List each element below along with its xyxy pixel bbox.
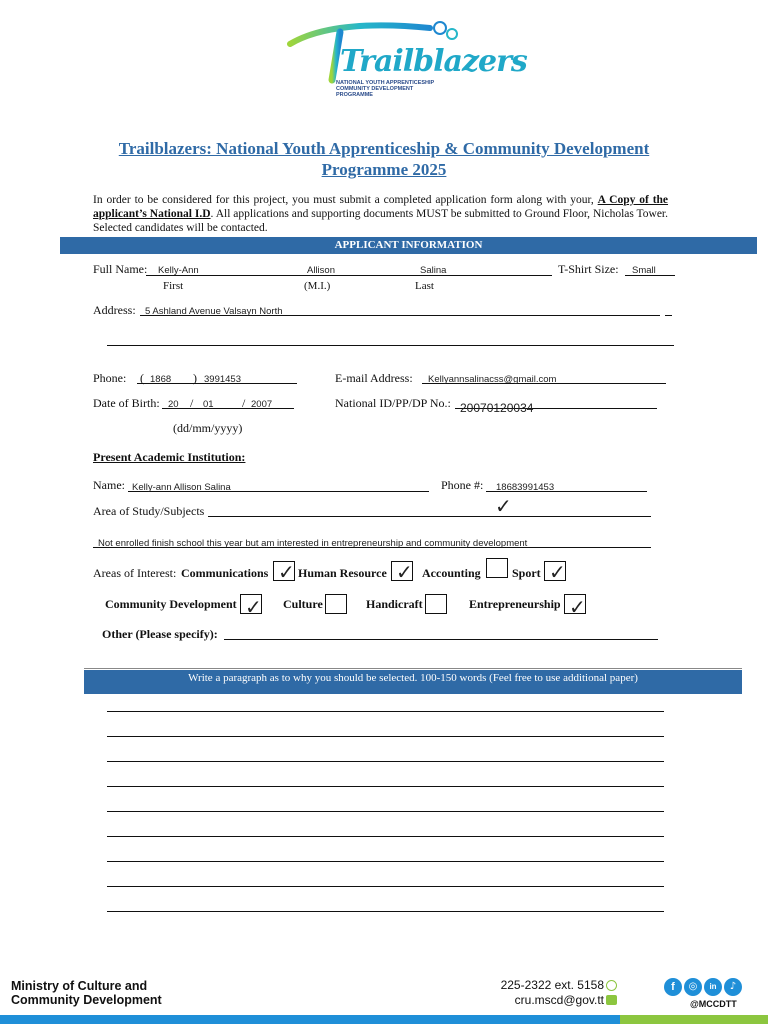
logo-tagline-line: PROGRAMME (336, 92, 373, 98)
dob-field[interactable] (162, 408, 294, 409)
interest-sport-check-icon: ✓ (549, 560, 566, 584)
footer-phone: 225-2322 ext. 5158 (500, 978, 604, 992)
interest-human-resource-check-icon: ✓ (396, 560, 413, 584)
phone-close-paren: ) (193, 371, 197, 385)
paragraph-line[interactable] (107, 911, 664, 912)
interest-communications-check-icon: ✓ (278, 560, 295, 584)
trailblazers-logo (280, 14, 527, 106)
interest-handicraft-label: Handicraft (366, 597, 423, 611)
phone-open-paren: ( (140, 371, 144, 385)
intro-emphasis: A Copy of the applicant’s National I.D (93, 194, 669, 220)
intro-text: In order to be considered for this project, you must submit a completed application form along with your, (93, 194, 594, 206)
paragraph-line[interactable] (107, 786, 664, 787)
footer-contact (496, 978, 604, 1008)
last-name-value: Salina (420, 265, 447, 276)
study-value: Not enrolled finish school this year but am interested in entrepreneurship and community development (98, 538, 528, 549)
social-handle: @MCCDTT (690, 999, 737, 1009)
academic-name-value: Kelly-ann Allison Salina (132, 482, 231, 493)
address-field-line2[interactable] (107, 345, 674, 346)
footer-bar-green (620, 1015, 768, 1024)
interest-community-development-label: Community Development (105, 597, 237, 611)
stray-check-mark-icon: ✓ (495, 494, 512, 518)
intro-text-2: . All applications and supporting documents MUST be submitted to Ground Floor, Nicholas Tower. Selected candidates will be contacted. (93, 208, 669, 234)
paragraph-line[interactable] (107, 711, 664, 712)
first-name-value: Kelly-Ann (158, 265, 199, 276)
academic-phone-value: 18683991453 (496, 482, 555, 493)
email-label: E-mail Address: (335, 371, 413, 385)
section-header-paragraph: Write a paragraph as to why you should be selected. 100-150 words (Feel free to use additional paper) (84, 670, 742, 694)
phone-label: Phone: (93, 371, 127, 385)
interest-communications-label: Communications (181, 566, 269, 580)
interest-culture-checkbox[interactable] (325, 594, 347, 614)
dob-sep-2: / (242, 396, 246, 410)
last-caption: Last (415, 280, 434, 292)
interest-community-development-check-icon: ✓ (245, 595, 262, 619)
national-id-value: 20070120034 (460, 401, 534, 415)
other-interest-label: Other (Please specify): (102, 627, 218, 641)
academic-name-label: Name: (93, 478, 125, 492)
footer-bar-blue (0, 1015, 620, 1024)
ministry-line2: Community Development (11, 993, 162, 1007)
interests-label: Areas of Interest: (93, 566, 177, 580)
paragraph-line[interactable] (107, 761, 664, 762)
dob-format-hint: (dd/mm/yyyy) (173, 421, 243, 435)
section-header-applicant: APPLICANT INFORMATION (60, 237, 757, 254)
study-field[interactable] (208, 516, 651, 517)
full-name-field[interactable] (146, 275, 552, 276)
paragraph-line[interactable] (107, 736, 664, 737)
phone-area-code: 1868 (150, 374, 172, 385)
address-label: Address: (93, 303, 136, 317)
interest-human-resource-label: Human Resource (298, 566, 387, 580)
tiktok-icon[interactable]: ♪ (724, 978, 742, 996)
address-value: 5 Ashland Avenue Valsayn North (145, 306, 283, 317)
logo-tagline (336, 80, 434, 98)
first-caption: First (163, 280, 184, 292)
ministry-line1: Ministry of Culture and (11, 979, 148, 993)
academic-heading: Present Academic Institution: (93, 450, 246, 464)
interest-accounting-checkbox[interactable] (486, 558, 508, 578)
email-icon (606, 995, 617, 1005)
logo-word: Trailblazers (340, 44, 527, 79)
academic-phone-label: Phone #: (441, 478, 484, 492)
address-field-end (665, 315, 672, 316)
other-interest-field[interactable] (224, 639, 658, 640)
paragraph-line[interactable] (107, 836, 664, 837)
dob-label: Date of Birth: (93, 396, 160, 410)
middle-initial-value: Allison (307, 265, 335, 276)
phone-number-value: 3991453 (204, 374, 241, 385)
tshirt-size-value: Small (632, 265, 656, 276)
mi-caption: (M.I.) (304, 280, 331, 292)
dob-day: 20 (168, 399, 179, 410)
full-name-label: Full Name: (93, 262, 148, 276)
whatsapp-icon (606, 980, 617, 991)
email-value: Kellyannsalinacss@gmail.com (428, 374, 557, 385)
facebook-icon[interactable]: f (664, 978, 682, 996)
linkedin-icon[interactable]: in (704, 978, 722, 996)
interest-accounting-label: Accounting (422, 566, 481, 580)
paragraph-line[interactable] (107, 861, 664, 862)
page-title-line2: Programme 2025 (321, 160, 447, 179)
interest-entrepreneurship-check-icon: ✓ (569, 595, 586, 619)
section-rule (84, 668, 742, 669)
instagram-icon[interactable]: ◎ (684, 978, 702, 996)
study-label: Area of Study/Subjects (93, 504, 205, 518)
interest-culture-label: Culture (283, 597, 323, 611)
social-icons (664, 978, 744, 998)
page-title-line1: Trailblazers: National Youth Apprenticeship & Community Development (118, 139, 650, 158)
national-id-label: National ID/PP/DP No.: (335, 396, 451, 410)
interest-sport-label: Sport (512, 566, 541, 580)
paragraph-line[interactable] (107, 811, 664, 812)
interest-handicraft-checkbox[interactable] (425, 594, 447, 614)
logo-tagline-line: COMMUNITY DEVELOPMENT (336, 86, 414, 92)
logo-tagline-line: NATIONAL YOUTH APPRENTICESHIP (336, 80, 435, 86)
page-title (60, 138, 708, 180)
footer-email: cru.mscd@gov.tt (514, 993, 604, 1007)
ministry-name (11, 979, 162, 1007)
dob-month: 01 (203, 399, 214, 410)
tshirt-size-label: T-Shirt Size: (558, 262, 619, 276)
dob-sep-1: / (190, 396, 194, 410)
paragraph-line[interactable] (107, 886, 664, 887)
interest-entrepreneurship-label: Entrepreneurship (469, 597, 561, 611)
intro-paragraph (93, 193, 668, 235)
dob-year: 2007 (251, 399, 273, 410)
